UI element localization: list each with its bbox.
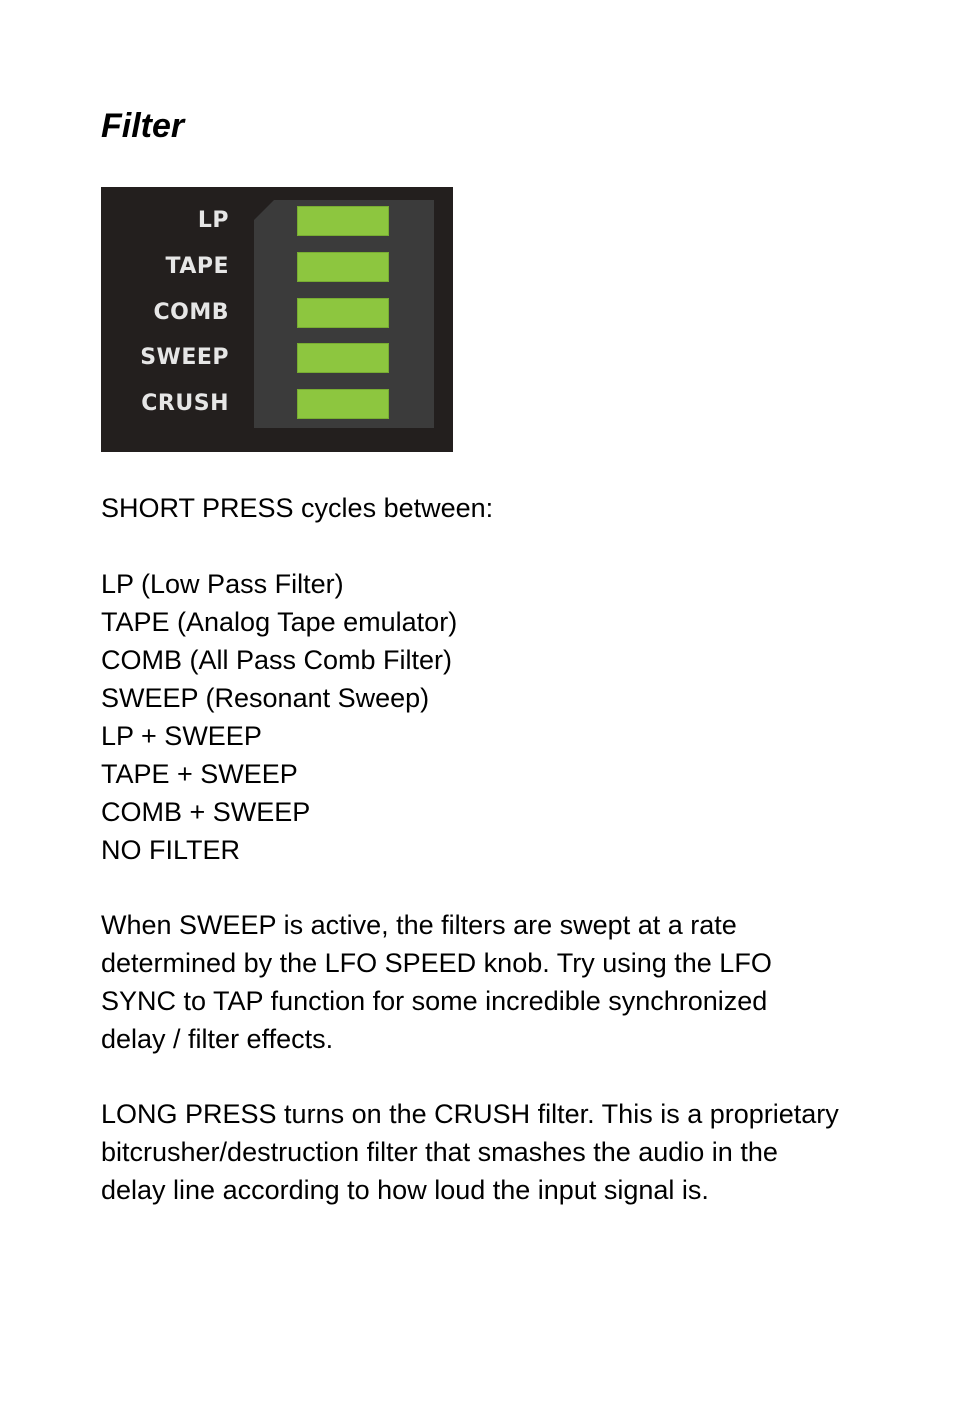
long-press-paragraph: LONG PRESS turns on the CRUSH filter. This is a proprietary bitcrusher/destruction filter that smashes the audio in the delay line according to how loud the input signal is. bbox=[101, 1099, 839, 1205]
cycle-mode-item: TAPE (Analog Tape emulator) bbox=[101, 607, 458, 637]
filter-panel-image bbox=[101, 187, 453, 452]
short-press-intro: SHORT PRESS cycles between: bbox=[101, 493, 494, 523]
filter-row-tape bbox=[101, 251, 453, 283]
cycle-mode-item: TAPE + SWEEP bbox=[101, 759, 298, 789]
filter-led-tape bbox=[297, 252, 389, 282]
filter-row-crush bbox=[101, 388, 453, 420]
filter-label-comb: COMB bbox=[153, 300, 229, 325]
filter-label-lp: LP bbox=[197, 208, 229, 233]
cycle-mode-item: LP (Low Pass Filter) bbox=[101, 569, 344, 599]
sweep-paragraph: When SWEEP is active, the filters are swept at a rate determined by the LFO SPEED knob. Try using the LFO SYNC to TAP function for some incredible synchronized delay / filter effects. bbox=[101, 910, 772, 1054]
cycle-mode-item: NO FILTER bbox=[101, 835, 241, 865]
page-title: Filter bbox=[101, 107, 185, 145]
cycle-mode-item: COMB + SWEEP bbox=[101, 797, 311, 827]
filter-row-lp bbox=[101, 205, 453, 237]
cycle-mode-item: SWEEP (Resonant Sweep) bbox=[101, 683, 430, 713]
filter-row-comb bbox=[101, 297, 453, 329]
filter-led-lp bbox=[297, 206, 389, 236]
cycle-mode-item: COMB (All Pass Comb Filter) bbox=[101, 645, 453, 675]
filter-label-crush: CRUSH bbox=[141, 391, 229, 416]
filter-label-tape: TAPE bbox=[165, 254, 229, 279]
cycle-mode-item: LP + SWEEP bbox=[101, 721, 262, 751]
filter-label-sweep: SWEEP bbox=[140, 345, 229, 370]
filter-led-crush bbox=[297, 389, 389, 419]
filter-row-sweep bbox=[101, 342, 453, 374]
filter-led-sweep bbox=[297, 343, 389, 373]
cycle-mode-list bbox=[101, 565, 891, 869]
filter-led-comb bbox=[297, 298, 389, 328]
